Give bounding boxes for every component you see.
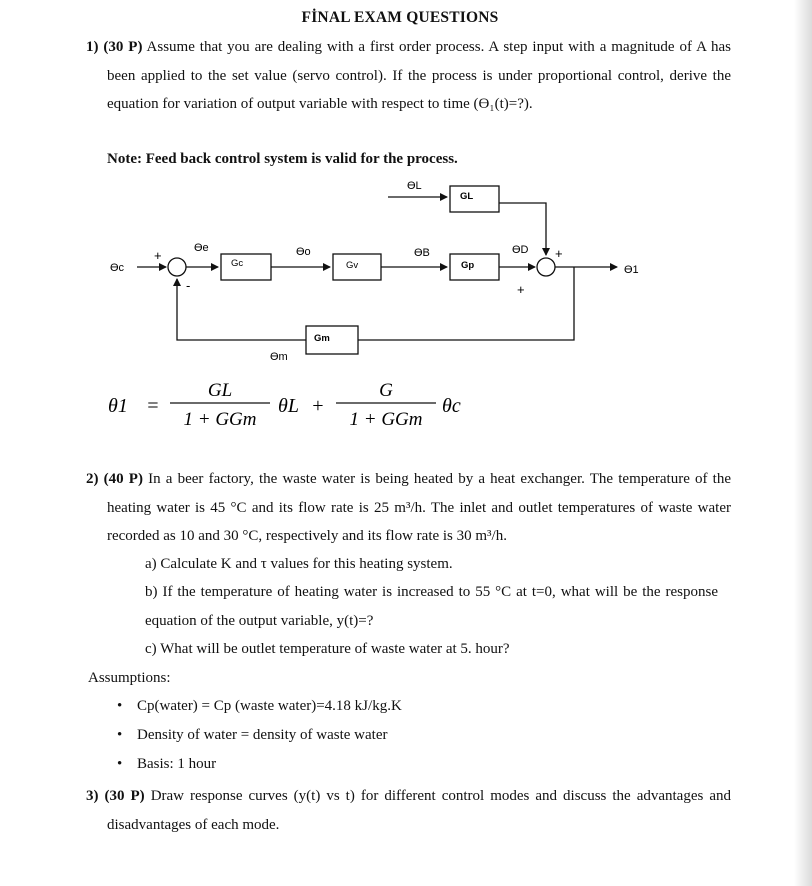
fraction-2-numerator: G xyxy=(379,380,393,401)
theta-1-label: ϴ1 xyxy=(624,264,639,276)
fraction-1-numerator: GL xyxy=(207,380,233,401)
equation-lhs: θ1 xyxy=(108,395,128,417)
gv-label: Gv xyxy=(346,260,359,271)
plus-sign-2: + xyxy=(555,246,563,261)
transfer-equation xyxy=(100,372,480,434)
theta-b-label: ϴB xyxy=(414,247,430,259)
fraction-2-denominator: 1 + GGm xyxy=(349,409,423,430)
summing-junction-1 xyxy=(168,258,186,276)
gm-label: Gm xyxy=(314,333,330,344)
theta-m-label: ϴm xyxy=(270,351,288,363)
question-1-note: Note: Feed back control system is valid for the process. xyxy=(107,151,458,167)
block-diagram xyxy=(100,170,660,375)
equation-var-1: θL xyxy=(278,395,299,417)
assumption-item: • Cp(water) = Cp (waste water)=4.18 kJ/kg.K xyxy=(117,698,402,714)
theta-l-label: ϴL xyxy=(407,180,422,192)
summing-junction-2 xyxy=(537,258,555,276)
equation-var-2: θc xyxy=(442,395,461,417)
gl-label: GL xyxy=(460,191,474,202)
question-2b: b) If the temperature of heating water is increased to 55 °C at t=0, what will be the response equation of the output variable, y(t)=? xyxy=(145,584,718,629)
question-2c: c) What will be outlet temperature of waste water at 5. hour? xyxy=(145,641,510,657)
gp-block xyxy=(450,254,499,280)
plus-sign-1: + xyxy=(154,248,162,263)
plus-sign-3: + xyxy=(517,282,525,297)
question-1 xyxy=(86,33,731,119)
question-2-text: In a beer factory, the waste water is being heated by a heat exchanger. The temperature of the heating water is 45 °C and its flow rate is 25 m³/h. The inlet and outlet temperatures of waste water recorded as 10 and 30 °C, respectively and its flow rate is 30 m³/h. xyxy=(107,471,732,544)
assumption-item: • Density of water = density of waste water xyxy=(117,727,388,743)
question-2 xyxy=(86,465,731,551)
question-2-label: 2) (40 P) xyxy=(86,471,143,487)
question-2a: a) Calculate K and τ values for this heating system. xyxy=(145,556,453,572)
page-edge-shadow xyxy=(794,0,812,886)
question-3-label: 3) (30 P) xyxy=(86,788,145,804)
theta-c-label: ϴc xyxy=(110,262,125,274)
theta-o-label: ϴo xyxy=(296,246,311,258)
question-3-text: Draw response curves (y(t) vs t) for different control modes and discuss the advantages and disadvantages of each mode. xyxy=(107,788,732,833)
equation-plus: + xyxy=(311,395,325,417)
exam-title: FİNAL EXAM QUESTIONS xyxy=(301,9,499,26)
theta-e-label: ϴe xyxy=(194,242,209,254)
gl-block xyxy=(450,186,499,212)
minus-sign: - xyxy=(186,278,191,293)
gc-block xyxy=(221,254,271,280)
gc-label: Gc xyxy=(231,258,244,269)
question-1-label: 1) (30 P) xyxy=(86,39,143,55)
question-1-text: Assume that you are dealing with a first order process. A step input with a magnitude of A has been applied to the set value (servo control). If the process is under proportional control, derive the equation for variation of output variable with respect to time (ϴ₁(t)=?). xyxy=(107,39,731,112)
theta-d-label: ϴD xyxy=(512,244,529,256)
assumptions-heading: Assumptions: xyxy=(88,670,171,686)
equation-equals: = xyxy=(146,395,160,417)
gp-label: Gp xyxy=(461,260,475,271)
question-3 xyxy=(86,782,731,839)
fraction-1-denominator: 1 + GGm xyxy=(183,409,257,430)
assumption-item: • Basis: 1 hour xyxy=(117,756,217,772)
